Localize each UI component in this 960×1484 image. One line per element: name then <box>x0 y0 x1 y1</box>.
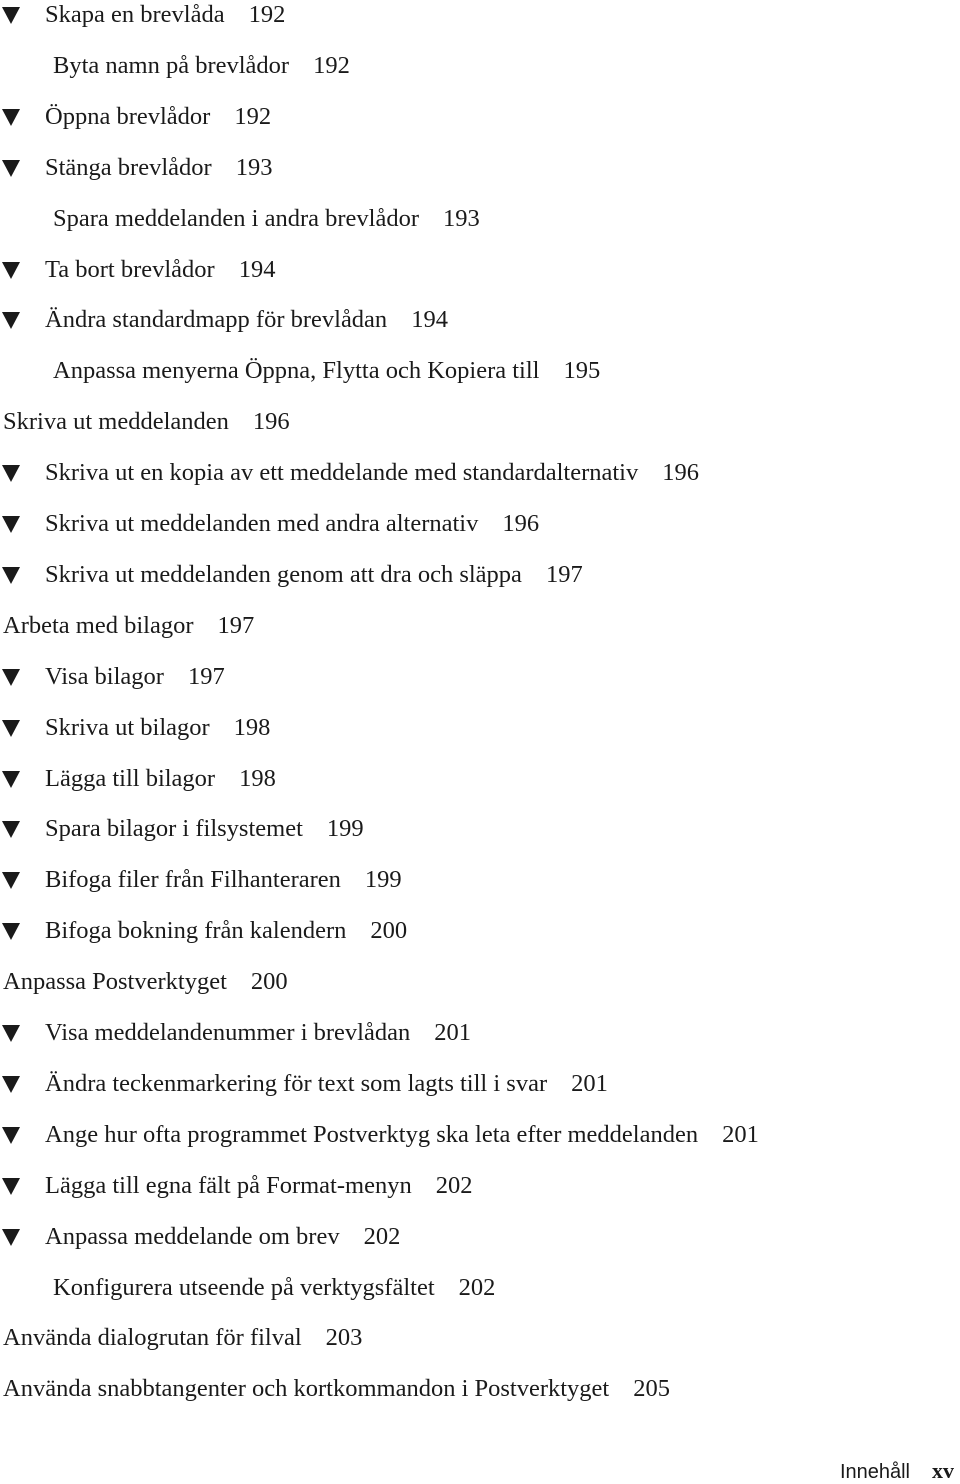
toc-entry-title: Skriva ut bilagor <box>45 713 210 741</box>
toc-entry[interactable] <box>0 555 583 595</box>
toc-entry-page: 202 <box>435 1171 473 1199</box>
toc-entry[interactable] <box>0 1268 495 1308</box>
toc-entry-title: Anpassa Postverktyget <box>3 968 227 996</box>
toc-entry[interactable] <box>0 708 270 748</box>
toc-entry-page: 200 <box>370 917 408 945</box>
toc-entry-title: Anpassa menyerna Öppna, Flytta och Kopiera till <box>53 357 540 385</box>
toc-entry-page: 192 <box>313 51 350 79</box>
toc-entry-page: 203 <box>325 1324 363 1352</box>
toc-entry-page: 195 <box>563 357 601 385</box>
triangle-bullet-icon <box>2 160 20 177</box>
toc-entry[interactable] <box>0 0 285 35</box>
triangle-bullet-icon <box>2 7 20 24</box>
toc-entry-page: 193 <box>235 153 273 181</box>
toc-entry-title: Skriva ut meddelanden genom att dra och släppa <box>45 560 522 588</box>
toc-entry[interactable] <box>0 759 276 799</box>
toc-entry-page: 201 <box>434 1019 471 1046</box>
toc-entry[interactable] <box>0 1369 670 1409</box>
toc-entry-page: 197 <box>545 560 583 588</box>
toc-entry-page: 193 <box>442 204 480 232</box>
toc-entry-page: 198 <box>233 713 271 741</box>
toc-entry[interactable] <box>0 1064 608 1104</box>
triangle-bullet-icon <box>2 1127 20 1144</box>
toc-entry-title: Ändra standardmapp för brevlådan <box>45 306 388 334</box>
toc-entry-title: Byta namn på brevlådor <box>53 51 290 79</box>
triangle-bullet-icon <box>2 567 20 584</box>
toc-entry[interactable] <box>0 148 272 188</box>
toc-entry-page: 200 <box>250 968 288 996</box>
toc-entry[interactable] <box>0 1115 759 1155</box>
toc-entry[interactable] <box>0 911 407 951</box>
toc-entry-page: 197 <box>187 662 225 690</box>
toc-entry[interactable] <box>0 453 699 493</box>
toc-entry-page: 194 <box>411 306 448 334</box>
toc-entry-title: Skriva ut meddelanden med andra alternativ <box>45 510 479 537</box>
toc-entry-title: Lägga till bilagor <box>45 764 216 792</box>
toc-entry-page: 199 <box>326 815 364 843</box>
triangle-bullet-icon <box>2 1178 20 1195</box>
toc-entry-title: Skriva ut meddelanden <box>3 408 229 436</box>
toc-entry-page: 192 <box>248 1 286 28</box>
toc-entry[interactable] <box>0 809 364 849</box>
toc-entry-page: 194 <box>238 255 276 283</box>
toc-entry-title: Använda snabbtangenter och kortkommandon i Postverktyget <box>3 1375 610 1403</box>
triangle-bullet-icon <box>2 1229 20 1246</box>
toc-entry-title: Ändra teckenmarkering för text som lagts till i svar <box>45 1069 548 1097</box>
toc-entry-page: 199 <box>364 866 402 894</box>
toc-entry-title: Lägga till egna fält på Format-menyn <box>45 1171 412 1199</box>
toc-entry-page: 196 <box>662 459 699 487</box>
toc-entry-title: Spara bilagor i filsystemet <box>45 815 303 843</box>
toc-entry[interactable] <box>0 606 254 646</box>
toc-entry-page: 197 <box>217 611 255 639</box>
toc-entry[interactable] <box>0 962 288 1002</box>
triangle-bullet-icon <box>2 262 20 279</box>
toc-entry-page: 196 <box>252 408 290 436</box>
toc-entry-title: Anpassa meddelande om brev <box>45 1222 340 1250</box>
toc-entry[interactable] <box>0 1166 472 1206</box>
toc-entry-title: Arbeta med bilagor <box>3 611 194 639</box>
toc-entry[interactable] <box>0 1318 362 1358</box>
triangle-bullet-icon <box>2 771 20 788</box>
toc-entry[interactable] <box>0 199 480 239</box>
toc-entry-title: Visa meddelandenummer i brevlådan <box>45 1019 411 1046</box>
footer-page-number: xv <box>932 1458 954 1483</box>
toc-entry[interactable] <box>0 657 225 697</box>
triangle-bullet-icon <box>2 109 20 126</box>
footer-label: Innehåll <box>839 1461 910 1483</box>
triangle-bullet-icon <box>2 821 20 838</box>
triangle-bullet-icon <box>2 720 20 737</box>
page-footer <box>840 1458 954 1484</box>
toc-entry-title: Skriva ut en kopia av ett meddelande med standardalternativ <box>45 459 639 487</box>
toc-entry-page: 198 <box>239 764 276 792</box>
toc-entry-title: Stänga brevlådor <box>45 153 212 181</box>
triangle-bullet-icon <box>2 669 20 686</box>
toc-entry-page: 205 <box>633 1375 670 1403</box>
toc-entry[interactable] <box>0 250 275 290</box>
toc-entry[interactable] <box>0 1013 471 1053</box>
toc-entry[interactable] <box>0 504 539 544</box>
toc-entry-title: Konfigurera utseende på verktygsfältet <box>53 1273 435 1301</box>
toc-entry-page: 202 <box>363 1222 401 1250</box>
toc-entry-title: Spara meddelanden i andra brevlådor <box>53 204 419 232</box>
toc-entry-title: Öppna brevlådor <box>45 102 211 130</box>
toc-entry-title: Ange hur ofta programmet Postverktyg ska leta efter meddelanden <box>45 1120 699 1148</box>
triangle-bullet-icon <box>2 1025 20 1042</box>
toc-entry[interactable] <box>0 351 600 391</box>
toc-entry-page: 196 <box>502 510 540 537</box>
triangle-bullet-icon <box>2 312 20 329</box>
toc-entry-title: Skapa en brevlåda <box>45 1 225 28</box>
toc-entry-title: Visa bilagor <box>45 662 164 690</box>
triangle-bullet-icon <box>2 516 20 533</box>
toc-entry[interactable] <box>0 860 402 900</box>
triangle-bullet-icon <box>2 872 20 889</box>
triangle-bullet-icon <box>2 465 20 482</box>
toc-entry-title: Använda dialogrutan för filval <box>3 1324 302 1352</box>
toc-entry[interactable] <box>0 1217 400 1257</box>
toc-entry[interactable] <box>0 97 271 137</box>
toc-entry-title: Bifoga filer från Filhanteraren <box>45 866 341 894</box>
toc-entry-page: 202 <box>458 1273 496 1301</box>
toc-entry-title: Bifoga bokning från kalendern <box>45 917 347 945</box>
toc-entry-title: Ta bort brevlådor <box>45 255 215 283</box>
toc-entry-page: 192 <box>234 102 272 130</box>
triangle-bullet-icon <box>2 1076 20 1093</box>
toc-entry[interactable] <box>0 46 350 86</box>
toc-entry-page: 201 <box>571 1069 608 1097</box>
triangle-bullet-icon <box>2 923 20 940</box>
toc-entry[interactable] <box>0 402 290 442</box>
toc-entry-page: 201 <box>722 1120 759 1148</box>
toc-entry[interactable] <box>0 300 448 340</box>
